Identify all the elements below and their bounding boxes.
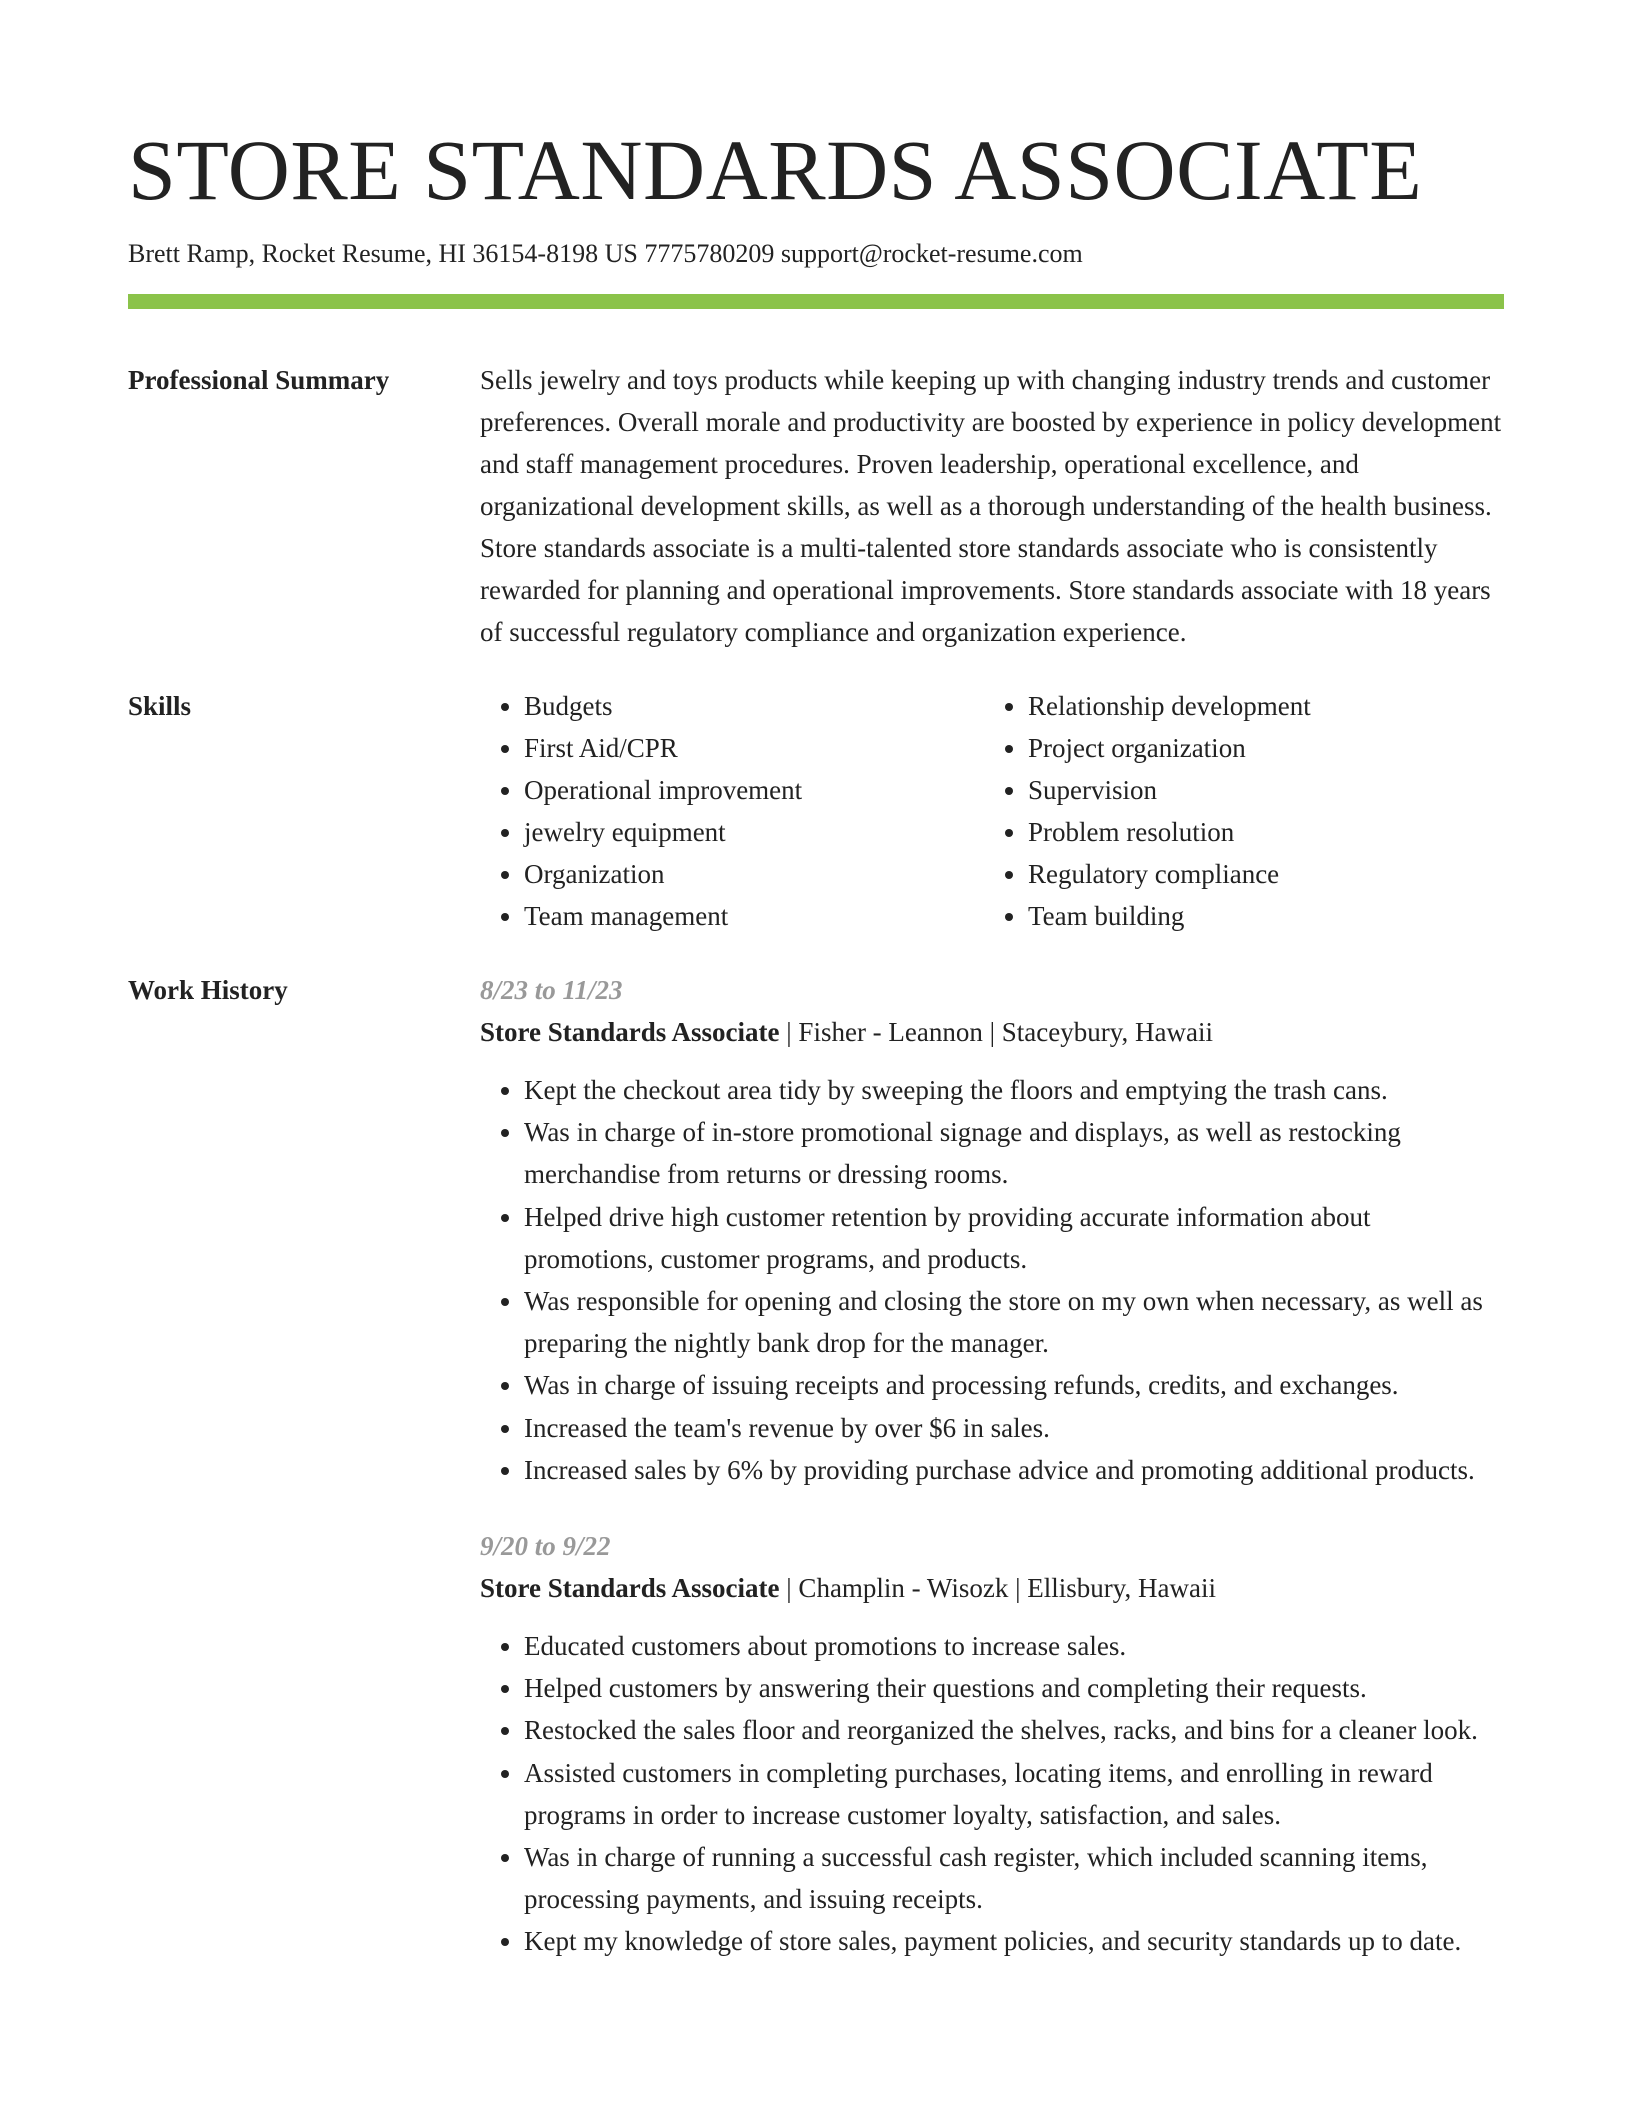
job-bullet: • Kept my knowledge of store sales, payment policies, and security standards up to date. [524, 1920, 1504, 1962]
skill-item: • Team building [1028, 895, 1488, 937]
job-title: Store Standards Associate [480, 1573, 780, 1604]
job-bullet: • Increased the team's revenue by over $6 in sales. [524, 1407, 1504, 1449]
skill-item: • jewelry equipment [524, 811, 984, 853]
job-entry [480, 1525, 1504, 1963]
skills-section [128, 685, 1504, 937]
job-header [480, 1011, 1504, 1053]
work-history-section [128, 969, 1504, 1963]
job-bullet: • Kept the checkout area tidy by sweeping the floors and emptying the trash cans. [524, 1069, 1504, 1111]
skill-item: • Project organization [1028, 727, 1488, 769]
accent-divider [128, 294, 1504, 309]
summary-section [128, 359, 1504, 653]
contact-line: Brett Ramp, Rocket Resume, HI 36154-8198 US 7775780209 support@rocket-resume.com [128, 239, 1083, 268]
skills-list-right [984, 685, 1488, 937]
job-details: | Champlin - Wisozk | Ellisbury, Hawaii [779, 1573, 1216, 1604]
skills-heading: Skills [128, 691, 192, 721]
skills-list-left [480, 685, 984, 937]
work-history-heading: Work History [128, 975, 288, 1005]
job-title: Store Standards Associate [480, 1017, 780, 1047]
job-bullet: • Helped drive high customer retention by providing accurate information about promotions, customer programs, and products. [524, 1196, 1504, 1280]
resume-page [128, 0, 1504, 1963]
job-bullet-list [480, 1625, 1504, 1963]
job-bullet-list [480, 1069, 1504, 1491]
job-bullet: • Assisted customers in completing purchases, locating items, and enrolling in reward programs in order to increase customer loyalty, satisfaction, and sales. [524, 1752, 1504, 1836]
job-details: | Fisher - Leannon | Staceybury, Hawaii [779, 1017, 1213, 1047]
skill-item: • Supervision [1028, 769, 1488, 811]
job-bullet: • Was responsible for opening and closing the store on my own when necessary, as well as preparing the nightly bank drop for the manager. [524, 1280, 1504, 1364]
skill-item: • Problem resolution [1028, 811, 1488, 853]
job-bullet: • Helped customers by answering their questions and completing their requests. [524, 1667, 1504, 1709]
skill-item: • Regulatory compliance [1028, 853, 1488, 895]
job-header [480, 1567, 1504, 1609]
job-dates: 8/23 to 11/23 [480, 975, 623, 1005]
job-entry [480, 969, 1504, 1491]
job-bullet: • Educated customers about promotions to increase sales. [524, 1625, 1504, 1667]
job-bullet: • Increased sales by 6% by providing purchase advice and promoting additional products. [524, 1449, 1504, 1491]
skill-item: • Operational improvement [524, 769, 984, 811]
job-dates: 9/20 to 9/22 [480, 1531, 611, 1562]
skill-item: • Budgets [524, 685, 984, 727]
skill-item: • First Aid/CPR [524, 727, 984, 769]
skill-item: • Organization [524, 853, 984, 895]
summary-heading: Professional Summary [128, 365, 390, 395]
page-title: STORE STANDARDS ASSOCIATE [128, 122, 1423, 218]
job-bullet: • Was in charge of in-store promotional signage and displays, as well as restocking merchandise from returns or dressing rooms. [524, 1111, 1504, 1195]
skill-item: • Team management [524, 895, 984, 937]
job-bullet: • Restocked the sales floor and reorganized the shelves, racks, and bins for a cleaner look. [524, 1709, 1504, 1751]
job-bullet: • Was in charge of issuing receipts and processing refunds, credits, and exchanges. [524, 1364, 1504, 1406]
job-bullet: • Was in charge of running a successful cash register, which included scanning items, processing payments, and issuing receipts. [524, 1836, 1504, 1920]
skill-item: • Relationship development [1028, 685, 1488, 727]
summary-text: Sells jewelry and toys products while keeping up with changing industry trends and customer preferences. Overall morale and productivity are boosted by experience in policy development and staff management procedures. Proven leadership, operational excellence, and organizational development skills, as well as a thorough understanding of the health business. Store standards associate is a multi-talented store standards associate who is consistently rewarded for planning and operational improvements. Store standards associate with 18 years of successful regulatory compliance and organization experience. [480, 365, 1502, 647]
